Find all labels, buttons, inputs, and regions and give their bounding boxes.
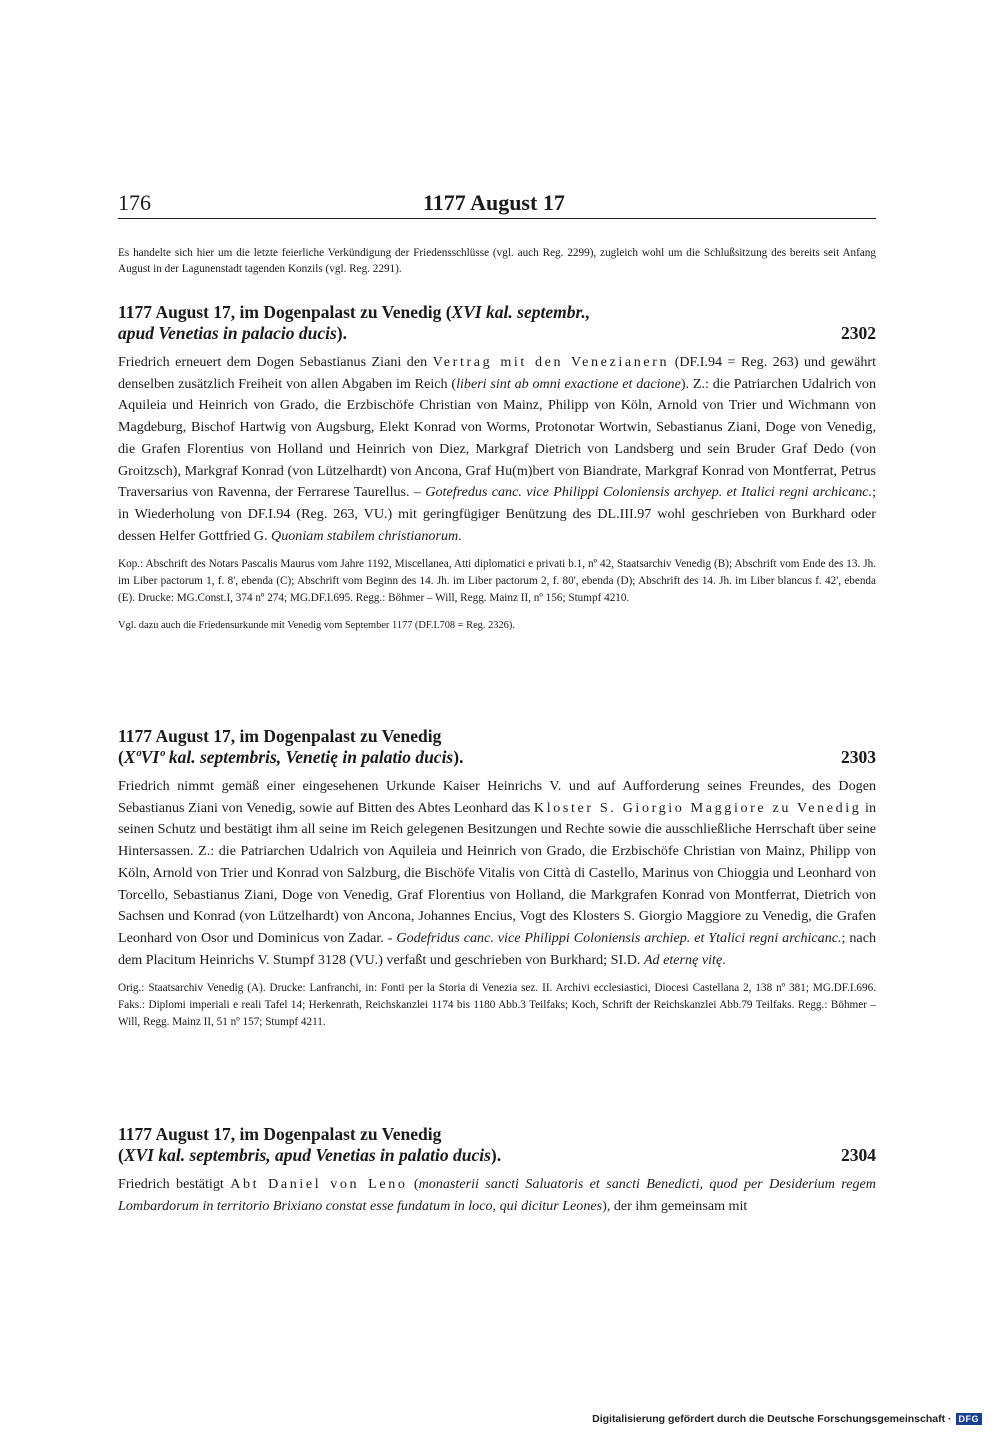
regest-number: 2303	[841, 747, 876, 767]
body-text: (DF.I.94 = Reg. 263) und gewährt denselben zusätzlich Freiheit von allen Abgaben im Reich (	[118, 354, 876, 392]
footer-credit	[592, 1413, 982, 1425]
entry-reference-note: Vgl. dazu auch die Friedensurkunde mit Venedig vom September 1177 (DF.I.708 = Reg. 2326).	[118, 620, 515, 632]
latin-quote: liberi sint ab omni exactione et dacione	[456, 375, 681, 392]
regest-number: 2302	[841, 323, 876, 343]
heading-tail: ).	[453, 747, 464, 767]
entry-heading: 1177 August 17, im Dogenpalast zu Venedig (XVI kal. septembris, apud Venetias in palatio ducis). 2304	[118, 1124, 876, 1165]
heading-italic: apud Venetias in palacio ducis	[118, 323, 337, 343]
intro-note: Es handelte sich hier um die letzte feierliche Verkündigung der Friedensschlüsse (vgl. auch Reg. 2299), zugleich wohl um die Schlußsitzung des bereits seit Anfang August in der Lagunenstadt tagenden Konzils (vgl. Reg. 2291).	[118, 247, 876, 275]
entry-heading	[118, 302, 876, 344]
spaced-subject: Abt Daniel von Leno	[230, 1176, 408, 1192]
latin-quote: monasterii sancti Saluatoris et sancti Benedicti, quod per Desiderium regem Lombardorum in territorio Brixiano constat esse fundatum in loco, qui dicitur Leones	[118, 1176, 876, 1214]
entry-2303	[118, 726, 876, 1031]
heading-italic: XVI kal. septembris, apud Venetias in palatio ducis	[123, 1145, 491, 1165]
heading-italic: XºVIº kal. septembris, Venetię in palatio ducis	[123, 747, 454, 767]
page-number: 176	[118, 190, 151, 215]
entry-body	[118, 352, 876, 547]
heading-tail: ).	[490, 1145, 502, 1165]
body-text: ; nach dem Placitum Heinrichs V. Stumpf 3128 (VU.) verfaßt und geschrieben von Burkhard; SI.D.	[118, 929, 876, 968]
body-text: ; in Wiederholung von DF.I.94 (Reg. 263, VU.) mit geringfügiger Benützung des DL.III.97 wohl geschrieben von Burkhard oder dessen Helfer Gottfried G.	[118, 484, 876, 544]
spaced-subject: Kloster S. Giorgio Maggiore zu Venedig	[533, 799, 862, 816]
entry-sources: Kop.: Abschrift des Notars Pascalis Maurus vom Jahre 1192, Miscellanea, Atti diplomatici e privati b.1, nº 42, Staatsarchiv Venedig (B); Abschrift vom Ende des 13. Jh. im Liber pactorum 1, f. 8', ebenda (C); Abschrift vom Beginn des 14. Jh. im Liber pactorum 2, f. 80', ebenda (D); Abschrift des 14. Jh. im Liber blancus f. 42', ebenda (E). Drucke: MG.Const.I, 374 nº 274; MG.DF.I.695. Regg.: Böhmer – Will, Regg. Mainz II, nº 156; Stumpf 4210.	[118, 558, 876, 605]
body-text: ), der ihm gemeinsam mit	[602, 1197, 748, 1214]
running-title: 1177 August 17	[423, 190, 565, 215]
body-text: Friedrich bestätigt	[118, 1176, 231, 1192]
body-text: ). Z.: die Patriarchen Udalrich von Aquileia und Heinrich von Grado, die Erzbischöfe Christian von Mainz, Philipp von Köln, Arnold von Trier und Wichmann von Magdeburg, Bischof Hartwig von Augsburg, Elekt Konrad von Worms, Protonotar Wortwin, Sebastianus Ziani, Doge von Venedig, die Grafen Florentius von Holland und Heinrich von Diez, Markgraf Dietrich von Landsberg und sein Bruder Graf Dedo (von Groitzsch), Markgraf Konrad (von Lützelhardt) von Ancona, Graf Hu(m)bert von Biandrate, Markgraf Konrad von Montferrat, Petrus Traversarius von Ravenna, der Ferrarese Taurellus. –	[118, 375, 876, 501]
entry-2302	[118, 302, 876, 633]
heading-italic: XVI kal. septembr.,	[451, 302, 591, 322]
body-text: Friedrich nimmt gemäß einer eingesehenen Urkunde Kaiser Heinrichs V. und auf Aufforderung seines Freundes, des Dogen Sebastianus Ziani von Venedig, sowie auf Bitten des Abtes Leonhard das	[118, 778, 876, 816]
body-text: (	[407, 1176, 419, 1192]
latin-quote: Ad eternę vitę	[643, 951, 723, 968]
heading-plain: 1177 August 17, im Dogenpalast zu Venedig	[118, 1124, 442, 1144]
entry-body	[118, 776, 876, 971]
heading-tail: ).	[336, 323, 347, 343]
entry-body	[118, 1174, 876, 1217]
regest-number: 2304	[841, 1145, 876, 1165]
latin-quote: Godefridus canc. vice Philippi Coloniensis archiep. et Ytalici regni archicanc.	[396, 929, 842, 946]
latin-quote: Gotefredus canc. vice Philippi Coloniensis archyep. et Italici regni archicanc.	[425, 484, 873, 501]
latin-quote: Quoniam stabilem christianorum	[271, 527, 459, 544]
entry-heading: 1177 August 17, im Dogenpalast zu Venedig (XºVIº kal. septembris, Venetię in palatio ducis). 2303	[118, 726, 876, 767]
heading-plain: 1177 August 17, im Dogenpalast zu Venedig (	[118, 302, 452, 322]
entry-sources: Orig.: Staatsarchiv Venedig (A). Drucke: Lanfranchi, in: Fonti per la Storia di Venezia sez. II. Archivi ecclesiastici, Diocesi Castellana 2, 138 nº 381; MG.DF.I.696. Faks.: Diplomi imperiali e reali Tafel 14; Herkenrath, Reichskanzlei 1174 bis 1180 Abb.3 Teilfaks; Koch, Schrift der Reichskanzlei Abb.79 Teilfaks. Regg.: Böhmer – Will, Regg. Mainz II, 51 nº 157; Stumpf 4211.	[118, 982, 876, 1029]
body-text: .	[722, 951, 726, 968]
page-header	[118, 190, 876, 224]
body-text: .	[458, 527, 462, 544]
heading-plain: 1177 August 17, im Dogenpalast zu Venedig	[118, 726, 442, 746]
body-text: in seinen Schutz und bestätigt ihm all seine im Reich gelegenen Besitzungen und Rechte sowie die ausschließliche Herrschaft über seine Hintersassen. Z.: die Patriarchen Udalrich von Aquileia und Heinrich von Grado, die Erzbischöfe Christian von Mainz, Philipp von Köln, Arnold von Trier und Konrad von Salzburg, die Bischöfe Vitalis von Città di Castello, Marinus von Chioggia und Leonhard von Torcello, Sebastianus Ziani, Doge von Venedig, Graf Florentius von Holland, die Markgrafen Konrad von Montferrat, Dietrich von Sachsen und Konrad (von Lützelhardt) von Ancona, Johannes Encius, Vogt des Klosters S. Giorgio Maggiore zu Venedig, die Grafen Leonhard von Osor und Dominicus von Zadar. -	[118, 799, 876, 946]
dfg-logo: DFG	[956, 1413, 983, 1425]
header-rule	[118, 218, 876, 219]
spaced-subject: Vertrag mit den Venezianern	[432, 354, 670, 370]
entry-2304	[118, 1124, 876, 1217]
footer-text: Digitalisierung gefördert durch die Deutsche Forschungsgemeinschaft ·	[592, 1413, 952, 1425]
body-text: Friedrich erneuert dem Dogen Sebastianus Ziani den	[118, 354, 433, 370]
